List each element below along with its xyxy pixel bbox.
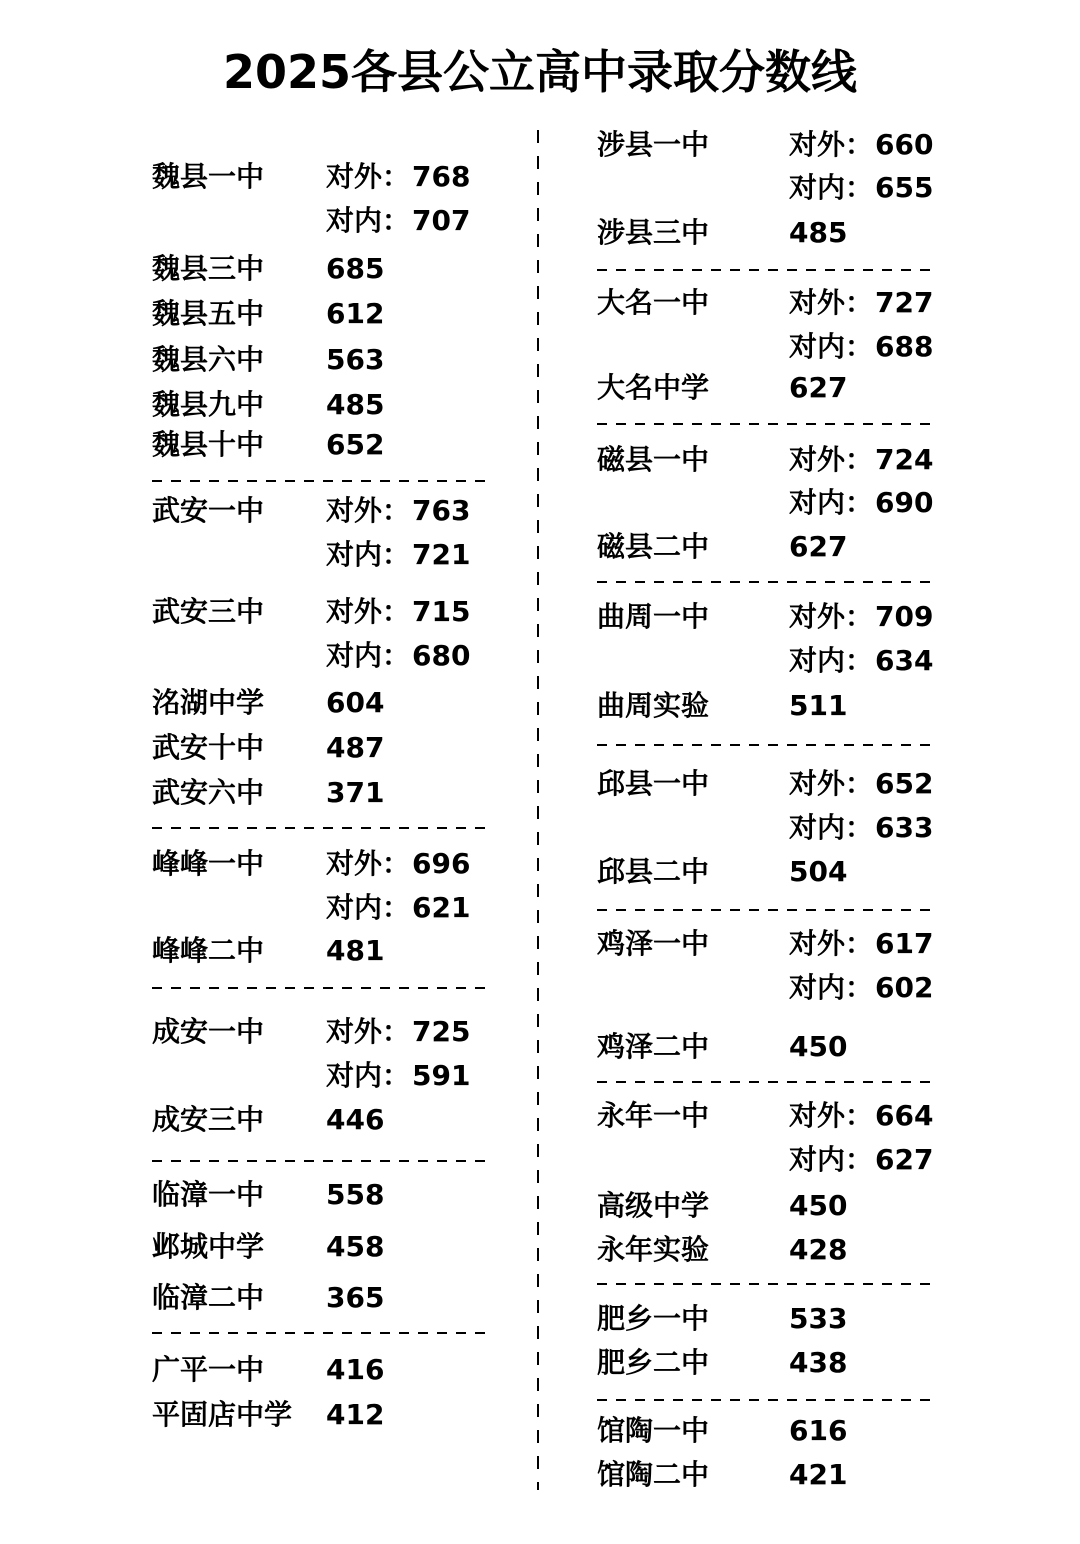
score-type-label: 对外：: [326, 595, 411, 628]
school-entry: [597, 281, 937, 369]
score-value: 616: [789, 1414, 848, 1447]
school-entry: [152, 292, 492, 336]
school-name: 武安三中: [152, 595, 265, 628]
school-entry: [597, 1025, 937, 1069]
group-divider: [597, 1399, 935, 1401]
school-name: 魏县五中: [152, 297, 265, 330]
school-name: 武安十中: [152, 731, 265, 764]
score-line: [326, 771, 384, 815]
school-entry: [597, 366, 937, 410]
score-value: 690: [875, 486, 934, 519]
group-divider: [597, 744, 935, 746]
school-name: 临漳一中: [152, 1178, 265, 1211]
score-value: 707: [412, 204, 471, 237]
score-line: [789, 525, 847, 569]
school-name: 邺城中学: [152, 1230, 265, 1263]
score-line: [789, 123, 933, 167]
score-type-label: 对外：: [326, 494, 411, 527]
score-value: 612: [326, 297, 385, 330]
school-name: 武安一中: [152, 494, 265, 527]
school-entry: [152, 155, 492, 243]
score-value: 365: [326, 1281, 385, 1314]
school-entry: [597, 211, 937, 255]
score-value: 652: [875, 767, 934, 800]
score-value: 627: [789, 530, 848, 563]
school-entry: [152, 423, 492, 467]
score-line: [789, 684, 847, 728]
score-type-label: 对外：: [789, 767, 874, 800]
score-type-label: 对内：: [326, 639, 411, 672]
score-type-label: 对内：: [789, 486, 874, 519]
score-value: 633: [875, 811, 934, 844]
score-line: [789, 166, 933, 210]
score-type-label: 对内：: [326, 891, 411, 924]
school-name: 大名一中: [597, 286, 710, 319]
score-value: 680: [412, 639, 471, 672]
score-line: [789, 481, 933, 525]
score-type-label: 对内：: [789, 971, 874, 1004]
score-type-label: 对外：: [789, 128, 874, 161]
score-line: [326, 533, 470, 577]
school-name: 魏县六中: [152, 343, 265, 376]
school-name: 临漳二中: [152, 1281, 265, 1314]
school-name: 肥乡一中: [597, 1302, 710, 1335]
score-line: [326, 634, 470, 678]
score-value: 709: [875, 600, 934, 633]
school-name: 魏县三中: [152, 252, 265, 285]
score-line: [326, 1225, 384, 1269]
score-line: [789, 922, 933, 966]
score-line: [326, 383, 384, 427]
school-entry: [152, 1010, 492, 1098]
score-line: [789, 806, 933, 850]
score-value: 458: [326, 1230, 385, 1263]
school-name: 磁县二中: [597, 530, 710, 563]
score-value: 664: [875, 1099, 934, 1132]
school-entry: [152, 1348, 492, 1392]
score-type-label: 对外：: [326, 1015, 411, 1048]
score-line: [789, 1409, 847, 1453]
score-value: 485: [326, 388, 385, 421]
score-value: 438: [789, 1346, 848, 1379]
group-divider: [597, 1081, 935, 1083]
score-line: [789, 1094, 933, 1138]
score-line: [326, 886, 470, 930]
score-value: 685: [326, 252, 385, 285]
score-type-label: 对外：: [789, 1099, 874, 1132]
score-value: 634: [875, 644, 934, 677]
score-line: [789, 639, 933, 683]
score-value: 602: [875, 971, 934, 1004]
score-value: 688: [875, 330, 934, 363]
score-line: [326, 1348, 384, 1392]
score-line: [326, 489, 470, 533]
school-name: 涉县一中: [597, 128, 710, 161]
school-name: 峰峰二中: [152, 934, 265, 967]
school-entry: [152, 383, 492, 427]
school-entry: [597, 123, 937, 210]
school-name: 邱县一中: [597, 767, 710, 800]
score-line: [789, 366, 847, 410]
score-line: [789, 850, 847, 894]
school-name: 馆陶二中: [597, 1458, 710, 1491]
score-type-label: 对内：: [326, 204, 411, 237]
page-title: 2025各县公立高中录取分数线: [222, 45, 858, 99]
score-value: 504: [789, 855, 848, 888]
score-type-label: 对外：: [789, 443, 874, 476]
score-value: 591: [412, 1059, 471, 1092]
score-line: [326, 726, 384, 770]
score-value: 724: [875, 443, 934, 476]
score-line: [326, 1098, 384, 1142]
score-type-label: 对外：: [789, 927, 874, 960]
school-entry: [597, 684, 937, 728]
school-entry: [152, 1225, 492, 1269]
score-line: [326, 423, 384, 467]
score-line: [789, 1341, 847, 1385]
score-line: [326, 247, 384, 291]
score-value: 487: [326, 731, 385, 764]
score-line: [326, 199, 470, 243]
score-value: 558: [326, 1178, 385, 1211]
school-name: 魏县九中: [152, 388, 265, 421]
score-line: [789, 762, 933, 806]
school-name: 峰峰一中: [152, 847, 265, 880]
group-divider: [597, 909, 935, 911]
school-name: 曲周实验: [597, 689, 710, 722]
school-name: 永年实验: [597, 1233, 710, 1266]
school-name: 高级中学: [597, 1189, 710, 1222]
school-entry: [597, 762, 937, 850]
school-entry: [152, 681, 492, 725]
school-name: 大名中学: [597, 371, 710, 404]
score-type-label: 对内：: [326, 538, 411, 571]
school-entry: [152, 1393, 492, 1437]
score-value: 511: [789, 689, 848, 722]
score-line: [789, 438, 933, 482]
group-divider: [152, 827, 490, 829]
score-type-label: 对内：: [789, 644, 874, 677]
school-entry: [597, 525, 937, 569]
group-divider: [597, 1283, 935, 1285]
score-line: [789, 1184, 847, 1228]
school-name: 洺湖中学: [152, 686, 265, 719]
score-value: 655: [875, 171, 934, 204]
school-entry: [152, 1276, 492, 1320]
group-divider: [152, 1332, 490, 1334]
score-value: 428: [789, 1233, 848, 1266]
score-type-label: 对内：: [789, 1143, 874, 1176]
score-line: [326, 292, 384, 336]
school-entry: [152, 929, 492, 973]
school-name: 成安三中: [152, 1103, 265, 1136]
school-entry: [152, 1173, 492, 1217]
score-value: 371: [326, 776, 385, 809]
score-value: 421: [789, 1458, 848, 1491]
score-value: 563: [326, 343, 385, 376]
score-line: [789, 595, 933, 639]
school-name: 肥乡二中: [597, 1346, 710, 1379]
school-entry: [597, 922, 937, 1010]
score-type-label: 对内：: [789, 171, 874, 204]
school-name: 邱县二中: [597, 855, 710, 888]
score-value: 450: [789, 1189, 848, 1222]
school-name: 曲周一中: [597, 600, 710, 633]
score-type-label: 对外：: [789, 600, 874, 633]
school-name: 磁县一中: [597, 443, 710, 476]
score-type-label: 对外：: [326, 160, 411, 193]
score-type-label: 对内：: [326, 1059, 411, 1092]
score-value: 721: [412, 538, 471, 571]
score-value: 446: [326, 1103, 385, 1136]
score-line: [789, 281, 933, 325]
score-value: 450: [789, 1030, 848, 1063]
school-name: 平固店中学: [152, 1398, 293, 1431]
score-value: 660: [875, 128, 934, 161]
score-value: 621: [412, 891, 471, 924]
school-name: 永年一中: [597, 1099, 710, 1132]
score-value: 768: [412, 160, 471, 193]
school-entry: [597, 1341, 937, 1385]
group-divider: [597, 269, 935, 271]
score-line: [326, 1173, 384, 1217]
score-line: [326, 1393, 384, 1437]
score-type-label: 对外：: [789, 286, 874, 319]
column-divider: [537, 130, 539, 1490]
score-value: 763: [412, 494, 471, 527]
school-entry: [597, 1409, 937, 1453]
school-name: 武安六中: [152, 776, 265, 809]
score-line: [326, 1276, 384, 1320]
score-line: [789, 1453, 847, 1497]
score-value: 727: [875, 286, 934, 319]
school-entry: [152, 338, 492, 382]
school-entry: [152, 842, 492, 930]
school-name: 魏县十中: [152, 428, 265, 461]
score-line: [326, 929, 384, 973]
school-name: 涉县三中: [597, 216, 710, 249]
score-line: [789, 1025, 847, 1069]
school-name: 成安一中: [152, 1015, 265, 1048]
school-entry: [152, 247, 492, 291]
school-name: 鸡泽二中: [597, 1030, 710, 1063]
group-divider: [152, 1160, 490, 1162]
school-entry: [597, 1228, 937, 1272]
score-line: [326, 155, 470, 199]
score-type-label: 对内：: [789, 811, 874, 844]
school-entry: [597, 438, 937, 525]
score-value: 533: [789, 1302, 848, 1335]
score-line: [789, 1297, 847, 1341]
score-value: 412: [326, 1398, 385, 1431]
school-entry: [597, 1184, 937, 1228]
group-divider: [152, 987, 490, 989]
score-value: 715: [412, 595, 471, 628]
score-line: [326, 842, 470, 886]
school-entry: [597, 1297, 937, 1341]
school-entry: [152, 489, 492, 577]
score-line: [326, 590, 470, 634]
school-entry: [597, 1453, 937, 1497]
school-entry: [152, 726, 492, 770]
score-line: [789, 325, 933, 369]
score-line: [326, 338, 384, 382]
score-line: [789, 1228, 847, 1272]
score-line: [326, 1054, 470, 1098]
score-line: [326, 1010, 470, 1054]
score-value: 652: [326, 428, 385, 461]
score-line: [326, 681, 384, 725]
score-value: 485: [789, 216, 848, 249]
score-type-label: 对外：: [326, 847, 411, 880]
school-name: 广平一中: [152, 1353, 265, 1386]
school-name: 鸡泽一中: [597, 927, 710, 960]
score-line: [789, 966, 933, 1010]
score-value: 416: [326, 1353, 385, 1386]
school-entry: [152, 1098, 492, 1142]
school-entry: [152, 590, 492, 678]
score-value: 725: [412, 1015, 471, 1048]
school-entry: [597, 1094, 937, 1182]
school-name: 魏县一中: [152, 160, 265, 193]
group-divider: [597, 581, 935, 583]
score-value: 696: [412, 847, 471, 880]
score-value: 627: [789, 371, 848, 404]
right-column: [540, 0, 1080, 1544]
score-value: 627: [875, 1143, 934, 1176]
school-entry: [152, 771, 492, 815]
school-entry: [597, 850, 937, 894]
score-line: [789, 211, 847, 255]
group-divider: [597, 423, 935, 425]
group-divider: [152, 480, 490, 482]
score-line: [789, 1138, 933, 1182]
score-type-label: 对内：: [789, 330, 874, 363]
score-value: 604: [326, 686, 385, 719]
school-entry: [597, 595, 937, 683]
score-value: 617: [875, 927, 934, 960]
score-value: 481: [326, 934, 385, 967]
school-name: 馆陶一中: [597, 1414, 710, 1447]
